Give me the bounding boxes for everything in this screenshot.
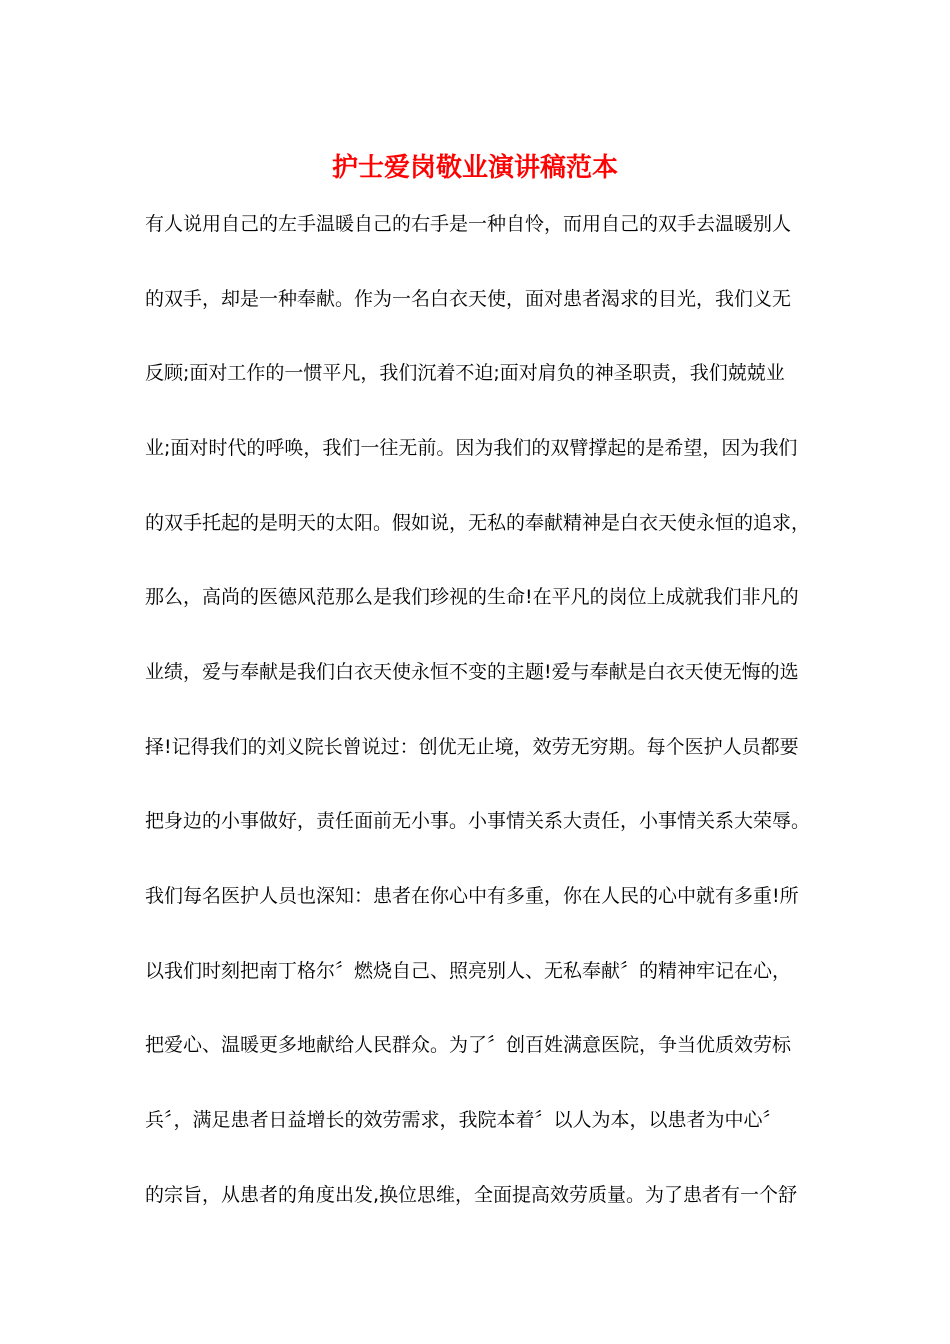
body-line: 兵〞，满足患者日益增长的效劳需求，我院本着〞以人为本，以患者为中心〞 [145,1109,782,1131]
body-line: 业绩，爱与奉献是我们白衣天使永恒不变的主题!爱与奉献是白衣天使无悔的选 [145,661,799,683]
body-line: 的宗旨，从患者的角度出发,换位思维，全面提高效劳质量。为了患者有一个舒 [145,1184,798,1206]
body-line: 把身边的小事做好，责任面前无小事。小事情关系大责任，小事情关系大荣辱。 [145,810,811,832]
body-line: 有人说用自己的左手温暖自己的右手是一种自怜，而用自己的双手去温暖别人 [145,213,792,235]
body-line: 的双手，却是一种奉献。作为一名白衣天使，面对患者渴求的目光，我们义无 [145,288,792,310]
body-line: 择!记得我们的刘义院长曾说过：创优无止境，效劳无穷期。每个医护人员都要 [145,736,799,758]
document-title: 护士爱岗敬业演讲稿范本 [331,153,618,183]
body-line: 业;面对时代的呼唤，我们一往无前。因为我们的双臂撑起的是希望，因为我们 [145,437,798,459]
body-line: 反顾;面对工作的一惯平凡，我们沉着不迫;面对肩负的神圣职责，我们兢兢业 [145,362,785,384]
body-line: 把爱心、温暖更多地献给人民群众。为了〞创百姓满意医院，争当优质效劳标 [145,1034,792,1056]
body-line: 的双手托起的是明天的太阳。假如说，无私的奉献精神是白衣天使永恒的追求， [145,512,811,534]
body-line: 以我们时刻把南丁格尔〞燃烧自己、照亮别人、无私奉献〞的精神牢记在心， [145,960,792,982]
body-line: 那么，高尚的医德风范那么是我们珍视的生命!在平凡的岗位上成就我们非凡的 [145,586,799,608]
body-line: 我们每名医护人员也深知：患者在你心中有多重，你在人民的心中就有多重!所 [145,885,799,907]
